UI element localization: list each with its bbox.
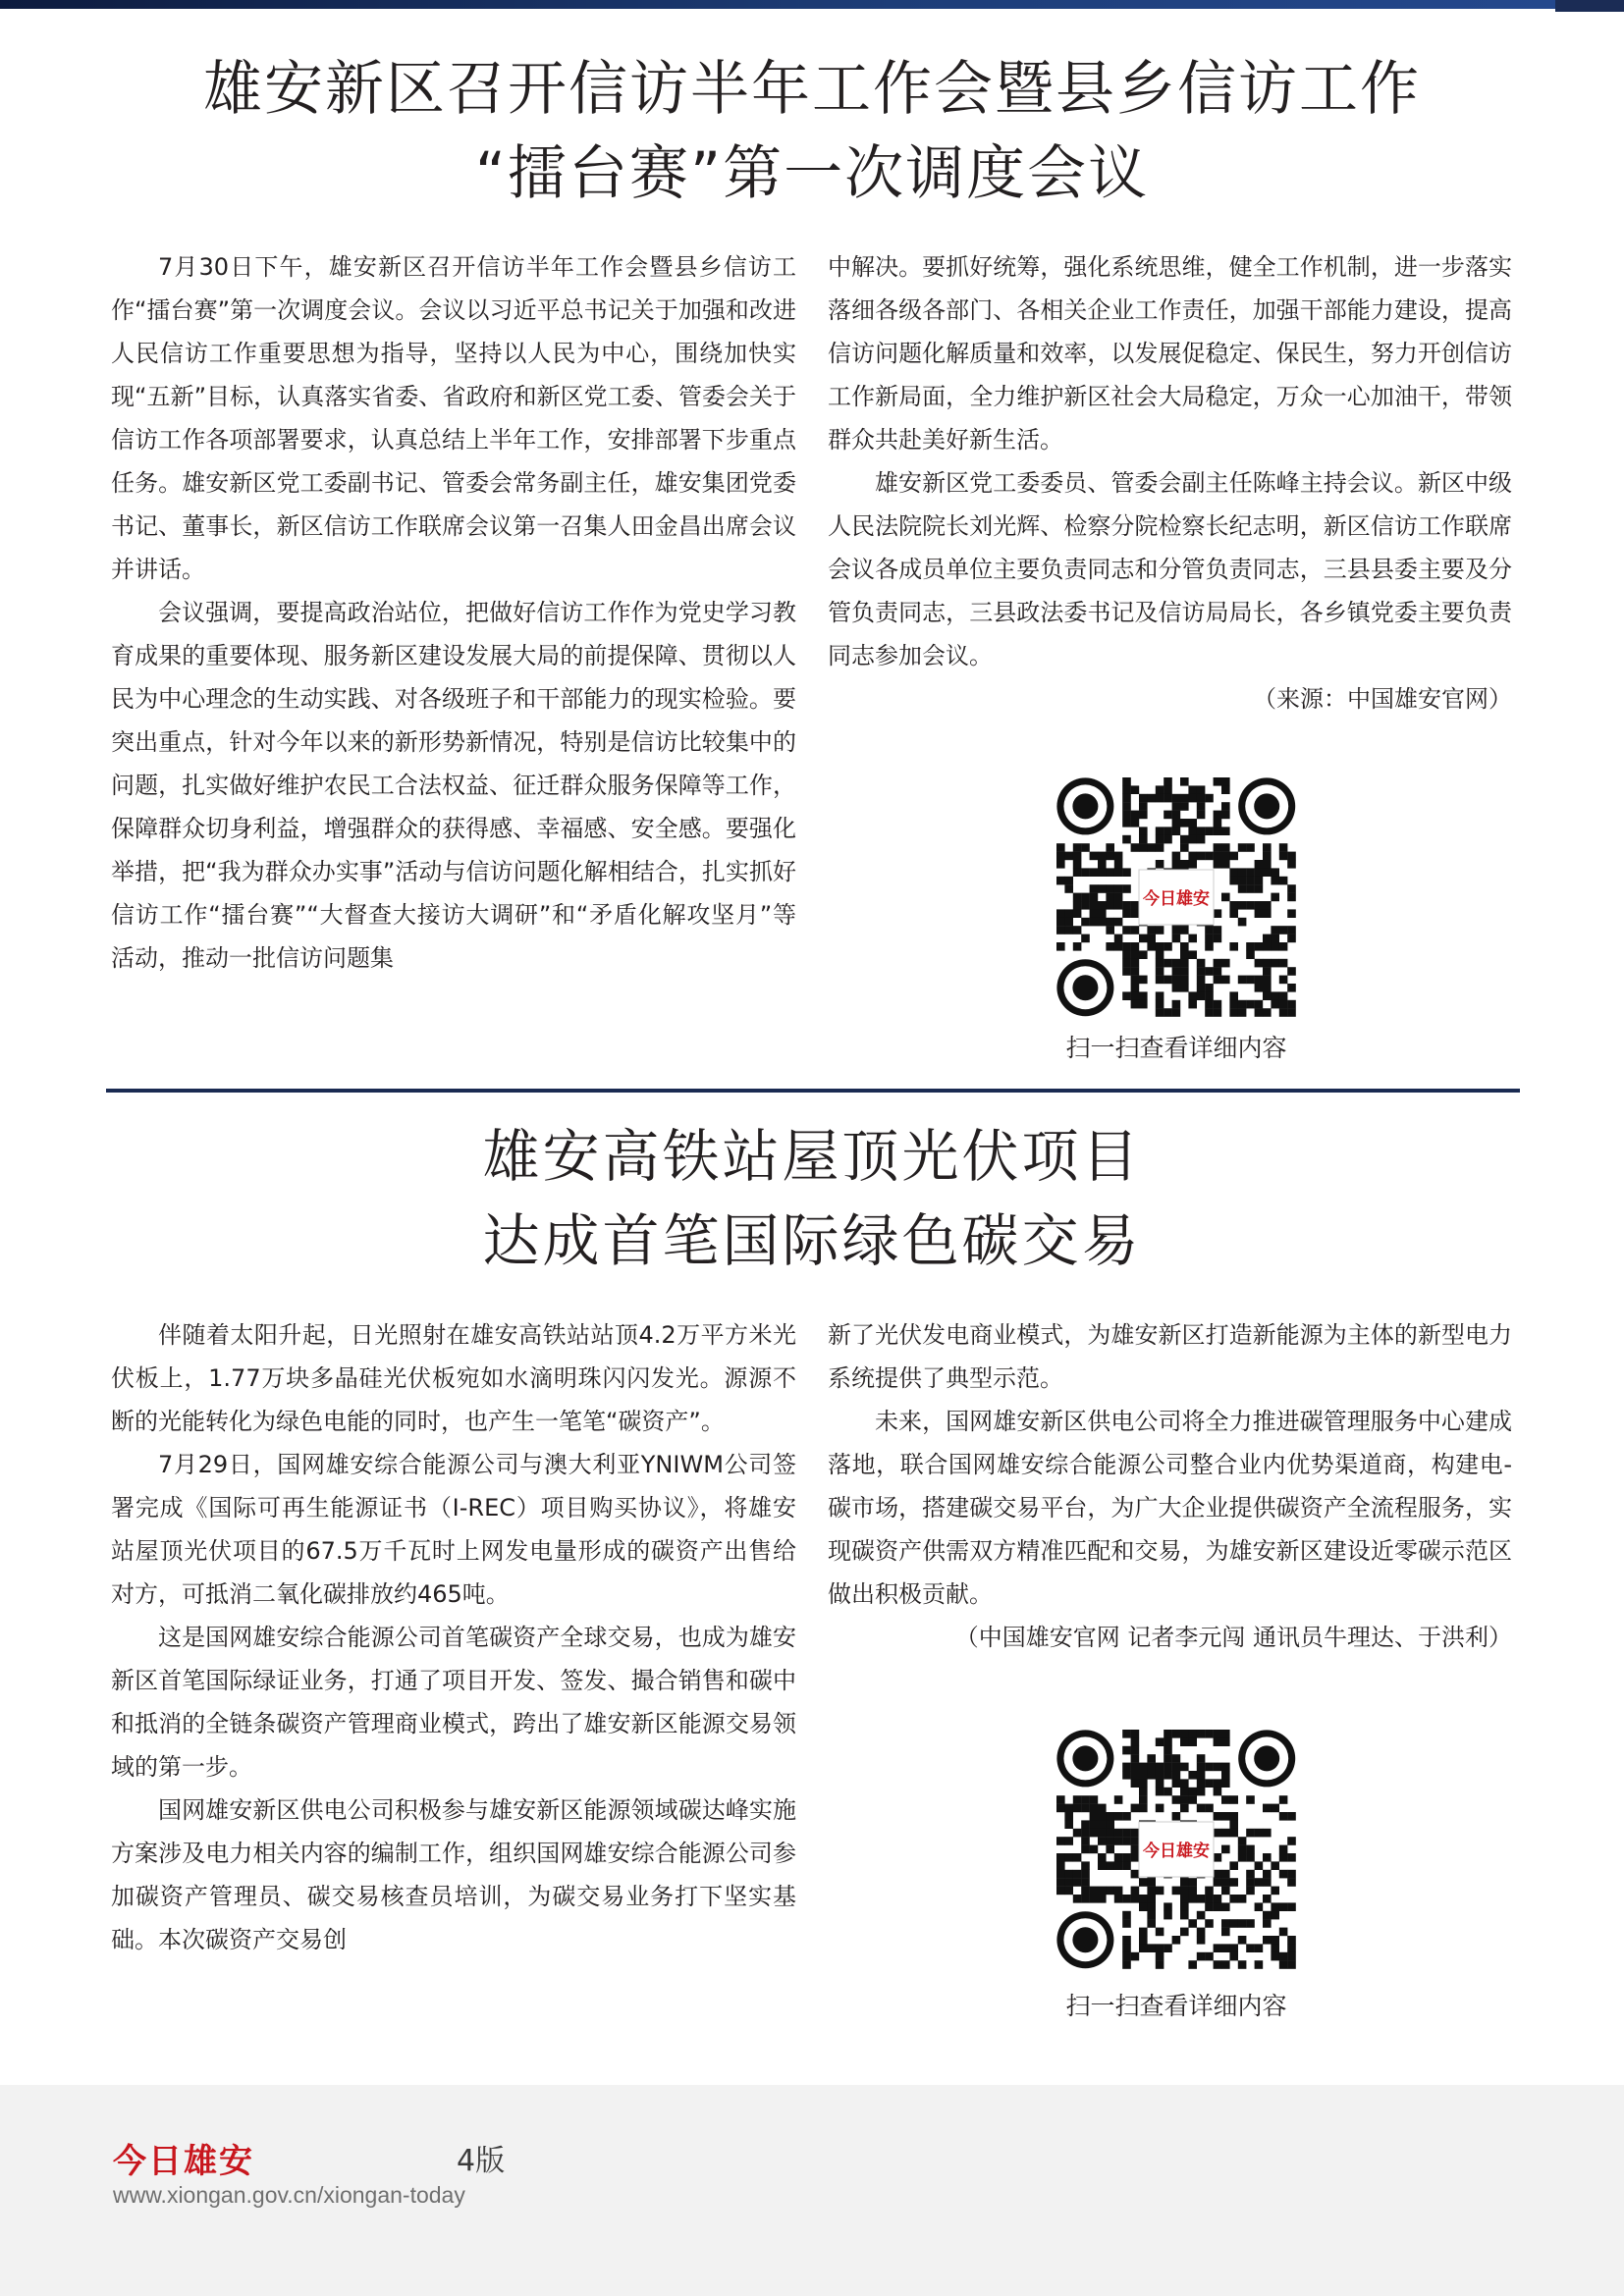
article1-paragraph-1: 7月30日下午，雄安新区召开信访半年工作会暨县乡信访工作“擂台赛”第一次调度会议。会议以习近平总书记关于加强和改进人民信访工作重要思想为指导，坚持以人民为中心，围绕加快实现“五新”目标，认真落实省委、省政府和新区党工委、管委会关于信访工作各项部署要求，认真总结上半年工作，安排部署下步重点任务。雄安新区党工委副书记、管委会常务副主任，雄安集团党委书记、董事长，新区信访工作联席会议第一召集人田金昌出席会议并讲话。 [111, 253, 796, 583]
article2-source: （中国雄安官网 记者李元闯 通讯员牛理达、于洪利） [954, 1624, 1512, 1651]
article2-paragraph-5: 未来，国网雄安新区供电公司将全力推进碳管理服务中心建成落地，联合国网雄安综合能源公司整合业内优势渠道商，构建电-碳市场，搭建碳交易平台，为广大企业提供碳资产全流程服务，实现碳资产供需双方精准匹配和交易，为雄安新区建设近零碳示范区做出积极贡献。 [828, 1408, 1512, 1608]
article2-qr-code[interactable] [1053, 1726, 1300, 1977]
qr-code-icon [1053, 1726, 1300, 1973]
article1-left-column [111, 245, 796, 980]
article1-title-line2: “擂台赛”第一次调度会议 [474, 139, 1150, 208]
article2-right-column [828, 1313, 1512, 1659]
qr-code-icon [1053, 774, 1300, 1021]
footer-logo: 今日雄安 [113, 2142, 254, 2181]
article1-right-column [828, 245, 1512, 721]
article1-paragraph-3: 雄安新区党工委委员、管委会副主任陈峰主持会议。新区中级人民法院院长刘光辉、检察分院检察长纪志明，新区信访工作联席会议各成员单位主要负责同志和分管负责同志，三县县委主要及分管负责同志，三县政法委书记及信访局局长，各乡镇党委主要负责同志参加会议。 [828, 469, 1512, 669]
footer-page-number: 4版 [457, 2144, 506, 2178]
article2-left-column [111, 1313, 796, 1961]
article1-headline [0, 47, 1624, 216]
article-divider [106, 1089, 1520, 1093]
article1-paragraph-2: 会议强调，要提高政治站位，把做好信访工作作为党史学习教育成果的重要体现、服务新区建设发展大局的前提保障、贯彻以人民为中心理念的生动实践、对各级班子和干部能力的现实检验。要突出重点，针对今年以来的新形势新情况，特别是信访比较集中的问题，扎实做好维护农民工合法权益、征迁群众服务保障等工作，保障群众切身利益，增强群众的获得感、幸福感、安全感。要强化举措，把“我为群众办实事”活动与信访问题化解相结合，扎实抓好信访工作“擂台赛”“大督查大接访大调研”和“矛盾化解攻坚月”等活动，推动一批信访问题集 [111, 599, 796, 972]
article2-paragraph-2: 7月29日，国网雄安综合能源公司与澳大利亚YNIWM公司签署完成《国际可再生能源证书（I-REC）项目购买协议》，将雄安站屋顶光伏项目的67.5万千瓦时上网发电量形成的碳资产出售给对方，可抵消二氧化碳排放约465吨。 [111, 1451, 796, 1608]
article2-qr-logo: 今日雄安 [1143, 1842, 1210, 1861]
article2-paragraph-4: 国网雄安新区供电公司积极参与雄安新区能源领域碳达峰实施方案涉及电力相关内容的编制工作，组织国网雄安综合能源公司参加碳资产管理员、碳交易核查员培训，为碳交易业务打下坚实基础。本次碳资产交易创 [111, 1796, 796, 1953]
top-color-bar-accent [1555, 0, 1624, 12]
article1-paragraph-2-continued: 中解决。要抓好统筹，强化系统思维，健全工作机制，进一步落实落细各级各部门、各相关企业工作责任，加强干部能力建设，提高信访问题化解质量和效率，以发展促稳定、保民生，努力开创信访工作新局面，全力维护新区社会大局稳定，万众一心加油干，带领群众共赴美好新生活。 [828, 253, 1512, 454]
article2-qr-caption: 扫一扫查看详细内容 [1065, 1992, 1287, 2020]
article2-headline [0, 1114, 1624, 1283]
article1-source: （来源：中国雄安官网） [1253, 685, 1512, 713]
article1-qr-code[interactable] [1053, 774, 1300, 1025]
article2-paragraph-3: 这是国网雄安综合能源公司首笔碳资产全球交易，也成为雄安新区首笔国际绿证业务，打通了项目开发、签发、撮合销售和碳中和抵消的全链条碳资产管理商业模式，跨出了雄安新区能源交易领域的第一步。 [111, 1624, 796, 1781]
article2-paragraph-1: 伴随着太阳升起，日光照射在雄安高铁站站顶4.2万平方米光伏板上，1.77万块多晶硅光伏板宛如水滴明珠闪闪发光。源源不断的光能转化为绿色电能的同时，也产生一笔笔“碳资产”。 [111, 1321, 796, 1435]
footer-url-link[interactable]: www.xiongan.gov.cn/xiongan-today [113, 2182, 465, 2208]
article1-qr-caption: 扫一扫查看详细内容 [1065, 1034, 1287, 1062]
article1-qr-logo: 今日雄安 [1143, 889, 1210, 909]
article1-title-line1: 雄安新区召开信访半年工作会暨县乡信访工作 [203, 55, 1421, 124]
article2-title-line1: 雄安高铁站屋顶光伏项目 [482, 1123, 1142, 1190]
top-color-bar [0, 0, 1624, 9]
article2-paragraph-4-continued: 新了光伏发电商业模式，为雄安新区打造新能源为主体的新型电力系统提供了典型示范。 [828, 1321, 1512, 1392]
article2-title-line2: 达成首笔国际绿色碳交易 [482, 1207, 1142, 1274]
